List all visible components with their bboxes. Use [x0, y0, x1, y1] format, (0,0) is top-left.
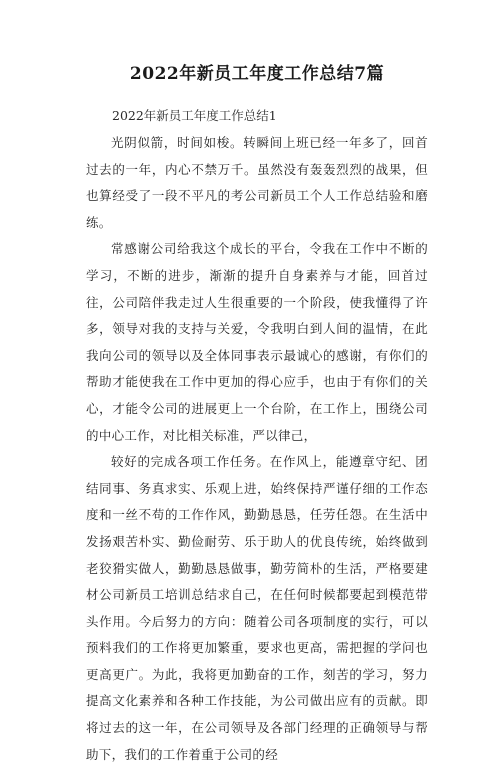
section-subtitle: 2022年新员工年度工作总结1 [112, 108, 277, 123]
paragraph-1: 光阴似箭，时间如梭。转瞬间上班已经一年多了，回首过去的一年，内心不禁万千。虽然没有轰轰烈烈的战果，但也算经受了一段不平凡的考公司新员工个人工作总结验和磨练。 [86, 135, 428, 230]
paragraph-2: 常感谢公司给我这个成长的平台，令我在工作中不断的学习，不断的进步，渐渐的提升自身素养与才能，回首过往，公司陪伴我走过人生很重要的一个阶段，使我懂得了许多，领导对我的支持与关爱，令我明白到人间的温情，在此我向公司的领导以及全体同事表示最诚心的感谢，有你们的帮助才能使我在工作中更加的得心应手，也由于有你们的关心，才能令公司的进展更上一个台阶，在工作上，围绕公司的中心工作，对比相关标准，严以律己， [86, 241, 428, 443]
document-title: 2022年新员工年度工作总结7篇 [129, 64, 385, 84]
paragraph-3: 较好的完成各项工作任务。在作风上，能遵章守纪、团结同事、务真求实、乐观上进，始终保持严谨仔细的工作态度和一丝不苟的工作作风，勤勤恳恳，任劳任怨。在生活中发扬艰苦朴实、勤俭耐劳、乐于助人的优良传统，始终做到老狡猾实做人，勤勤恳恳做事，勤劳简朴的生活，严格要建材公司新员工培训总结求自己，在任何时候都要起到模范带头作用。今后努力的方向：随着公司各项制度的实行，可以预料我们的工作将更加繁重，要求也更高，需把握的学问也更高更广。为此，我将更加勤奋的工作，刻苦的学习，努力提高文化素养和各种工作技能，为公司做出应有的贡献。即将过去的这一年，在公司领导及各部门经理的正确领导与帮助下，我们的工作着重于公司的经 [86, 454, 428, 762]
